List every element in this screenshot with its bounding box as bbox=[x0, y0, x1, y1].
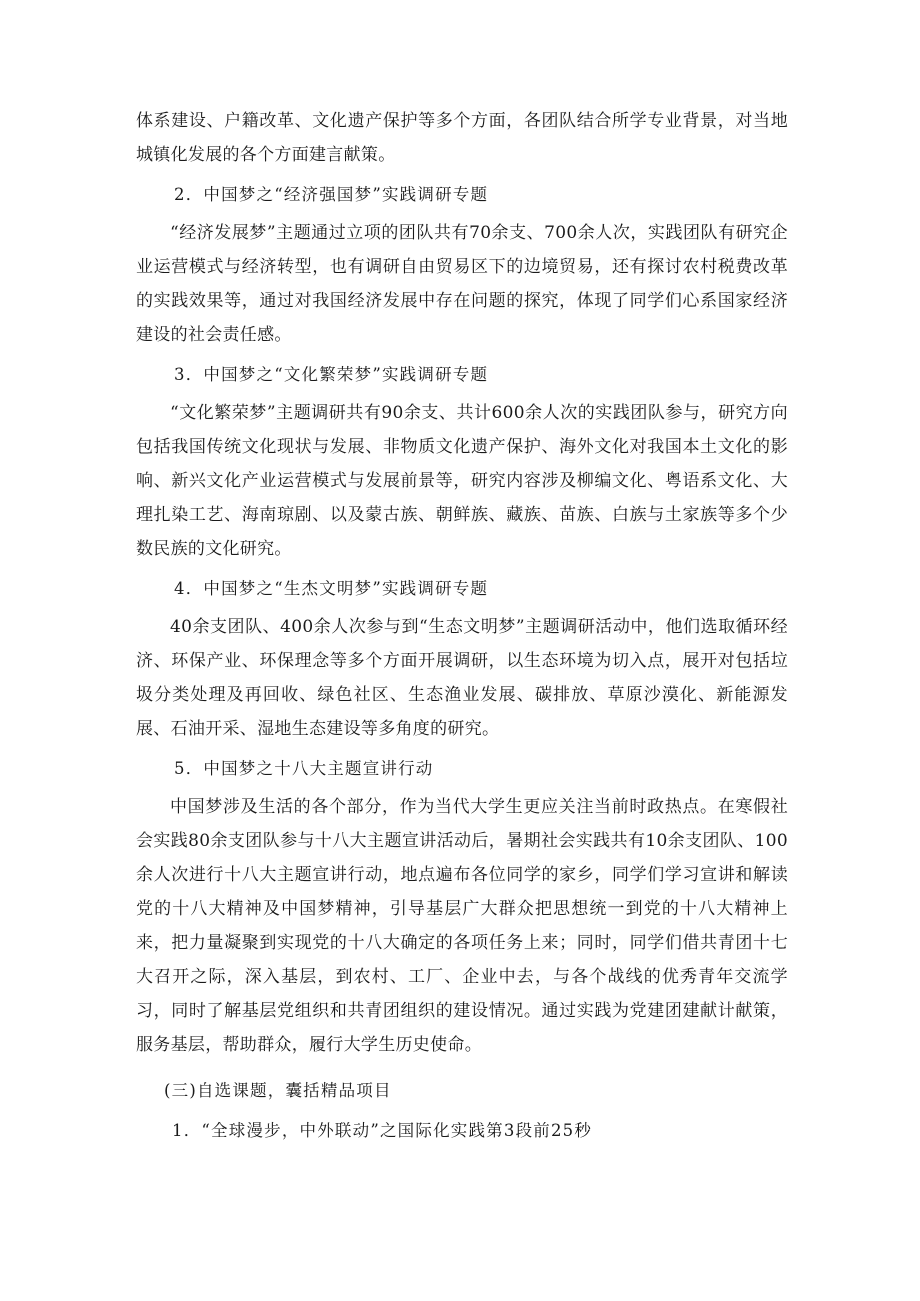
paragraph-culture-dream: “文化繁荣梦”主题调研共有90余支、共计600余人次的实践团队参与，研究方向包括我国传统文化现状与发展、非物质文化遗产保护、海外文化对我国本土文化的影响、新兴文化产业运营模式与发展前景等，研究内容涉及柳编文化、粤语系文化、大理扎染工艺、海南琼剧、以及蒙古族、朝鲜族、藏族、苗族、白族与土家族等多个少数民族的文化研究。 bbox=[136, 403, 788, 559]
paragraph-18th-congress: 中国梦涉及生活的各个部分，作为当代大学生更应关注当前时政热点。在寒假社会实践80余支团队参与十八大主题宣讲活动后，暑期社会实践共有10余支团队、100余人次进行十八大主题宣讲行动，地点遍布各位同学的家乡，同学们学习宣讲和解读党的十八大精神及中国梦精神，引导基层广大群众把思想统一到党的十八大精神上来，把力量凝聚到实现党的十八大确定的各项任务上来；同时，同学们借共青团十七大召开之际，深入基层，到农村、工厂、企业中去，与各个战线的优秀青年交流学习，同时了解基层党组织和共青团组织的建设情况。通过实践为党建团建献计献策，服务基层，帮助群众，履行大学生历史使命。 bbox=[136, 797, 788, 1055]
paragraph-ecology-dream: 40余支团队、400余人次参与到“生态文明梦”主题调研活动中，他们选取循环经济、环保产业、环保理念等多个方面开展调研，以生态环境为切入点，展开对包括垃圾分类处理及再回收、绿色社区、生态渔业发展、碳排放、草原沙漠化、新能源发展、石油开采、湿地生态建设等多角度的研究。 bbox=[136, 617, 788, 739]
paragraph-urbanization-end: 体系建设、户籍改革、文化遗产保护等多个方面，各团队结合所学专业背景，对当地城镇化发展的各个方面建言献策。 bbox=[136, 111, 788, 165]
heading-economy-dream: 2．中国梦之“经济强国梦”实践调研专题 bbox=[174, 185, 489, 204]
heading-global-walk: 1．“全球漫步，中外联动”之国际化实践第3段前25秒 bbox=[172, 1121, 593, 1140]
heading-self-selected-topics: (三)自选课题，囊括精品项目 bbox=[164, 1081, 392, 1100]
paragraph-economy-dream: “经济发展梦”主题通过立项的团队共有70余支、700余人次，实践团队有研究企业运营模式与经济转型，也有调研自由贸易区下的边境贸易，还有探讨农村税费改革的实践效果等，通过对我国经济发展中存在问题的探究，体现了同学们心系国家经济建设的社会责任感。 bbox=[136, 223, 788, 345]
document-page bbox=[136, 104, 788, 1152]
heading-culture-dream: 3．中国梦之“文化繁荣梦”实践调研专题 bbox=[174, 365, 489, 384]
heading-18th-congress: 5．中国梦之十八大主题宣讲行动 bbox=[174, 759, 434, 778]
heading-ecology-dream: 4．中国梦之“生杰文明梦”实践调研专题 bbox=[174, 579, 489, 598]
